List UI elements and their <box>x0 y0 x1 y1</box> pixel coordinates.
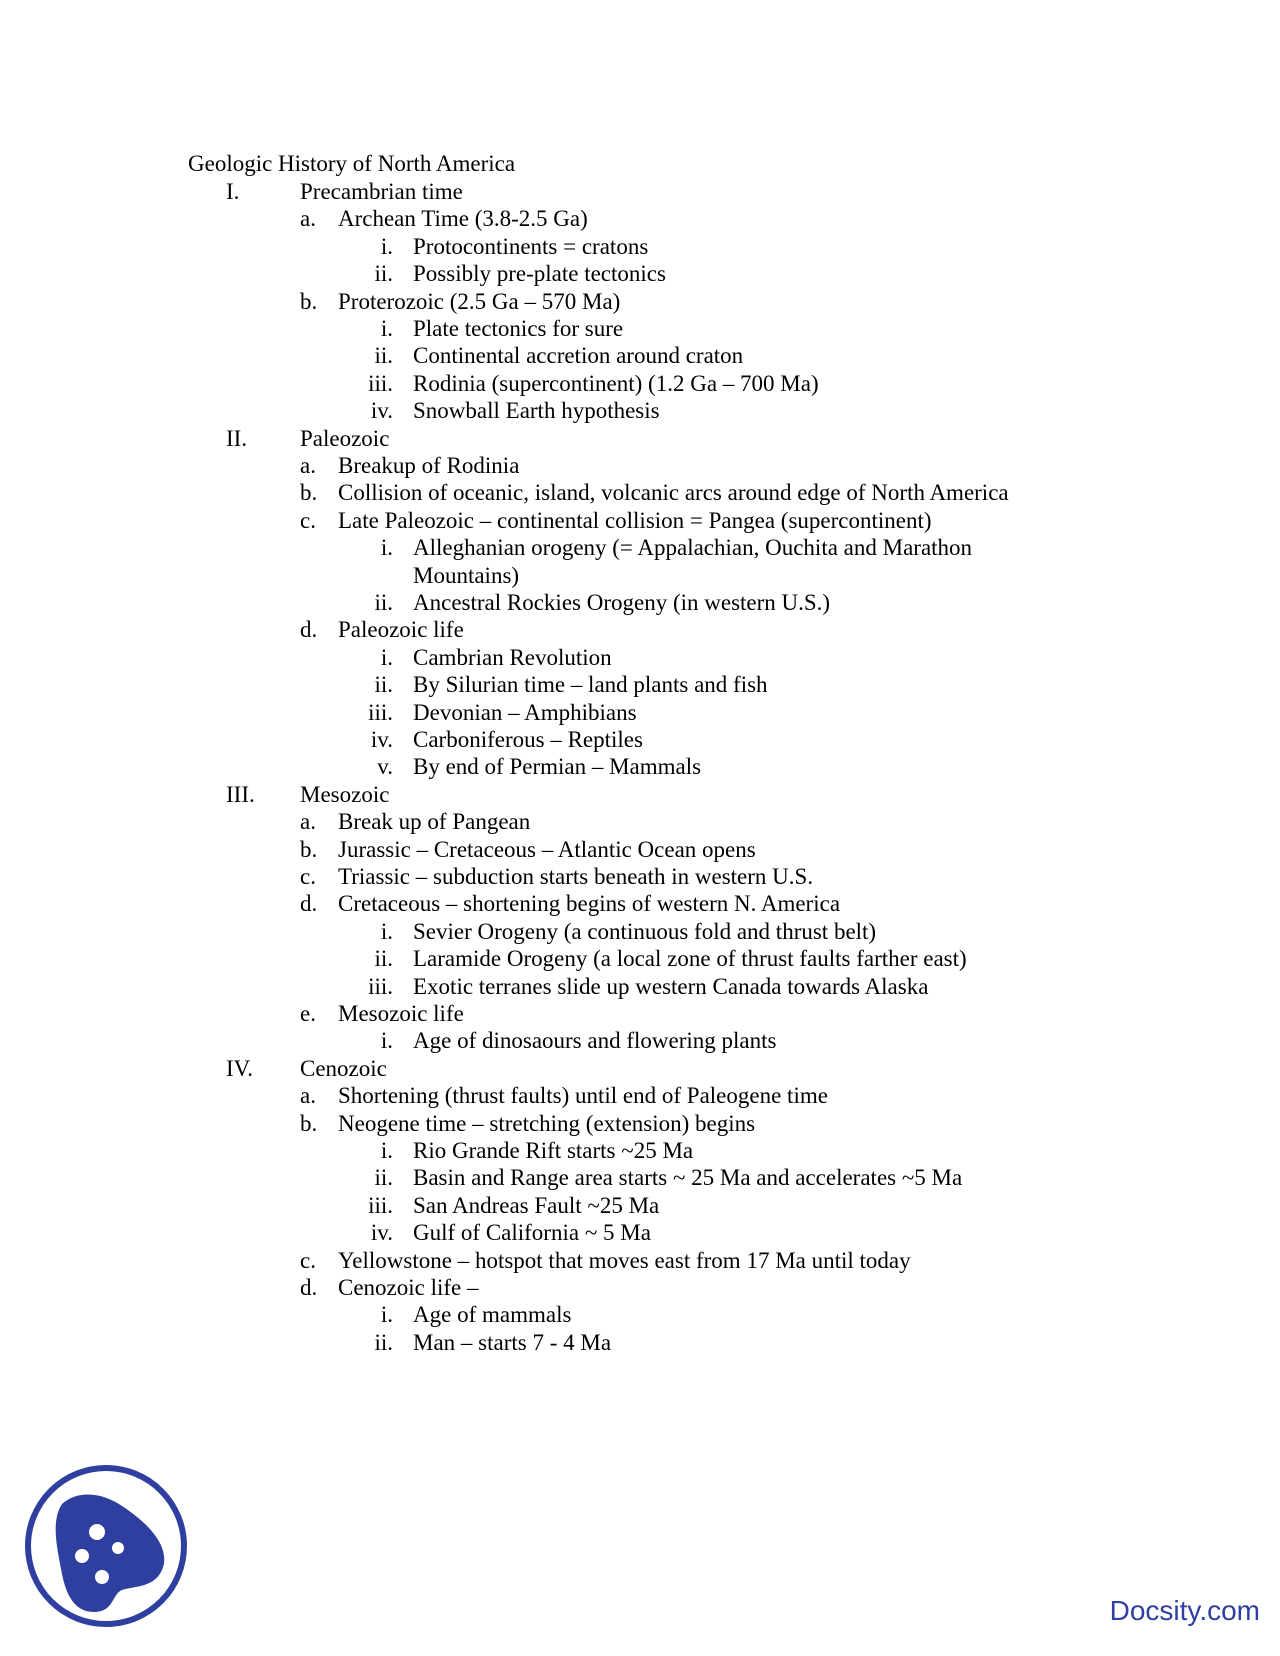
page-title: Geologic History of North America <box>188 151 516 176</box>
outline-text: Neogene time – stretching (extension) begins <box>338 1110 756 1136</box>
outline-text: Possibly pre-plate tectonics <box>413 261 666 287</box>
outline-marker: III. <box>226 781 255 807</box>
outline-text: Ancestral Rockies Orogeny (in western U.S.) <box>413 590 831 615</box>
outline-text: Gulf of California ~ 5 Ma <box>413 1220 651 1246</box>
outline-marker: iii. <box>368 370 393 396</box>
outline-text: Cenozoic <box>300 1055 387 1081</box>
outline-marker: c. <box>300 1247 316 1273</box>
outline-text: By end of Permian – Mammals <box>413 754 702 780</box>
outline-text: Breakup of Rodinia <box>338 453 520 478</box>
outline-text: Plate tectonics for sure <box>413 316 624 341</box>
outline-marker: a. <box>300 1083 316 1109</box>
outline-text: Yellowstone – hotspot that moves east from 17 Ma until today <box>338 1247 911 1273</box>
outline-text: Jurassic – Cretaceous – Atlantic Ocean opens <box>338 836 756 862</box>
outline-marker: c. <box>300 864 316 889</box>
outline-text: Age of mammals <box>413 1302 572 1328</box>
outline-marker: ii. <box>374 1165 393 1191</box>
outline-marker: iv. <box>370 727 393 752</box>
outline-marker: i. <box>380 1028 393 1054</box>
outline-text: Archean Time (3.8-2.5 Ga) <box>338 206 588 232</box>
outline-text: By Silurian time – land plants and fish <box>413 672 768 698</box>
outline-text: Collision of oceanic, island, volcanic arcs around edge of North America <box>338 480 1009 506</box>
outline-marker: i. <box>380 1138 393 1163</box>
outline-marker: c. <box>300 507 316 533</box>
outline-text: Precambrian time <box>300 179 463 204</box>
outline-text: Cambrian Revolution <box>413 644 612 670</box>
outline-marker: ii. <box>374 946 393 972</box>
outline-text: Sevier Orogeny (a continuous fold and thrust belt) <box>413 918 877 944</box>
outline-text: Rodinia (supercontinent) (1.2 Ga – 700 Ma) <box>413 370 819 396</box>
outline-marker: i. <box>380 316 393 341</box>
outline-text: Exotic terranes slide up western Canada towards Alaska <box>413 973 929 999</box>
outline-text: Triassic – subduction starts beneath in western U.S. <box>338 864 814 889</box>
outline-text: Basin and Range area starts ~ 25 Ma and accelerates ~5 Ma <box>413 1165 963 1191</box>
outline-marker: d. <box>300 891 318 917</box>
outline-marker: i. <box>380 535 393 561</box>
outline-marker: e. <box>300 1001 316 1026</box>
outline-text: Proterozoic (2.5 Ga – 570 Ma) <box>338 288 621 314</box>
outline-marker: iii. <box>368 699 393 725</box>
outline-marker: a. <box>300 453 316 478</box>
outline-marker: i. <box>380 233 393 259</box>
outline-text: San Andreas Fault ~25 Ma <box>413 1192 660 1218</box>
outline-text: Carboniferous – Reptiles <box>413 727 643 752</box>
outline-text: Mesozoic life <box>338 1001 464 1026</box>
outline-text: Paleozoic life <box>338 617 464 643</box>
outline-text: Cenozoic life – <box>338 1275 479 1300</box>
outline-marker: a. <box>300 809 316 835</box>
outline-text: Paleozoic <box>300 425 390 451</box>
outline-text: Mesozoic <box>300 781 390 807</box>
outline-marker: i. <box>380 918 393 944</box>
outline-text: Cretaceous – shortening begins of western N. America <box>338 891 841 917</box>
outline-marker: i. <box>380 1302 393 1328</box>
outline-text: Laramide Orogeny (a local zone of thrust faults farther east) <box>413 946 967 972</box>
outline-text: Alleghanian orogeny (= Appalachian, Ouchita and Marathon <box>413 535 973 561</box>
outline-marker: b. <box>300 288 318 314</box>
outline-marker: ii. <box>374 343 393 369</box>
outline-marker: ii. <box>374 590 393 615</box>
outline-text: Age of dinosaours and flowering plants <box>413 1028 777 1054</box>
outline-marker: d. <box>300 1275 318 1300</box>
outline-marker: I. <box>226 179 240 204</box>
outline-text: Man – starts 7 - 4 Ma <box>413 1329 612 1355</box>
outline-marker: II. <box>226 425 248 451</box>
outline-marker: ii. <box>374 672 393 698</box>
outline-marker: iv. <box>370 1220 393 1246</box>
outline-text: Late Paleozoic – continental collision = Pangea (supercontinent) <box>338 507 932 533</box>
docsity-brand-text[interactable]: Docsity.com <box>1109 1595 1260 1626</box>
outline-text: Shortening (thrust faults) until end of Paleogene time <box>338 1083 828 1109</box>
outline-text: Protocontinents = cratons <box>413 233 649 259</box>
docsity-logo-icon <box>22 1462 190 1630</box>
outline-text: Continental accretion around craton <box>413 343 744 369</box>
outline-marker: b. <box>300 836 318 862</box>
outline-text: Devonian – Amphibians <box>413 699 637 725</box>
outline-marker: iv. <box>370 398 393 424</box>
outline-text: Break up of Pangean <box>338 809 531 835</box>
outline-marker: b. <box>300 480 318 506</box>
outline-marker: a. <box>300 206 316 232</box>
outline-text: Mountains) <box>413 562 520 588</box>
outline-text: Rio Grande Rift starts ~25 Ma <box>413 1138 694 1163</box>
outline-marker: i. <box>380 644 393 670</box>
outline-text: Snowball Earth hypothesis <box>413 398 660 424</box>
outline-marker: b. <box>300 1110 318 1136</box>
outline-marker: iii. <box>368 973 393 999</box>
outline-marker: IV. <box>226 1055 254 1081</box>
outline-marker: d. <box>300 617 318 643</box>
outline-marker: ii. <box>374 1329 393 1355</box>
outline-marker: ii. <box>374 261 393 287</box>
outline-marker: iii. <box>368 1192 393 1218</box>
outline-marker: v. <box>377 754 393 780</box>
